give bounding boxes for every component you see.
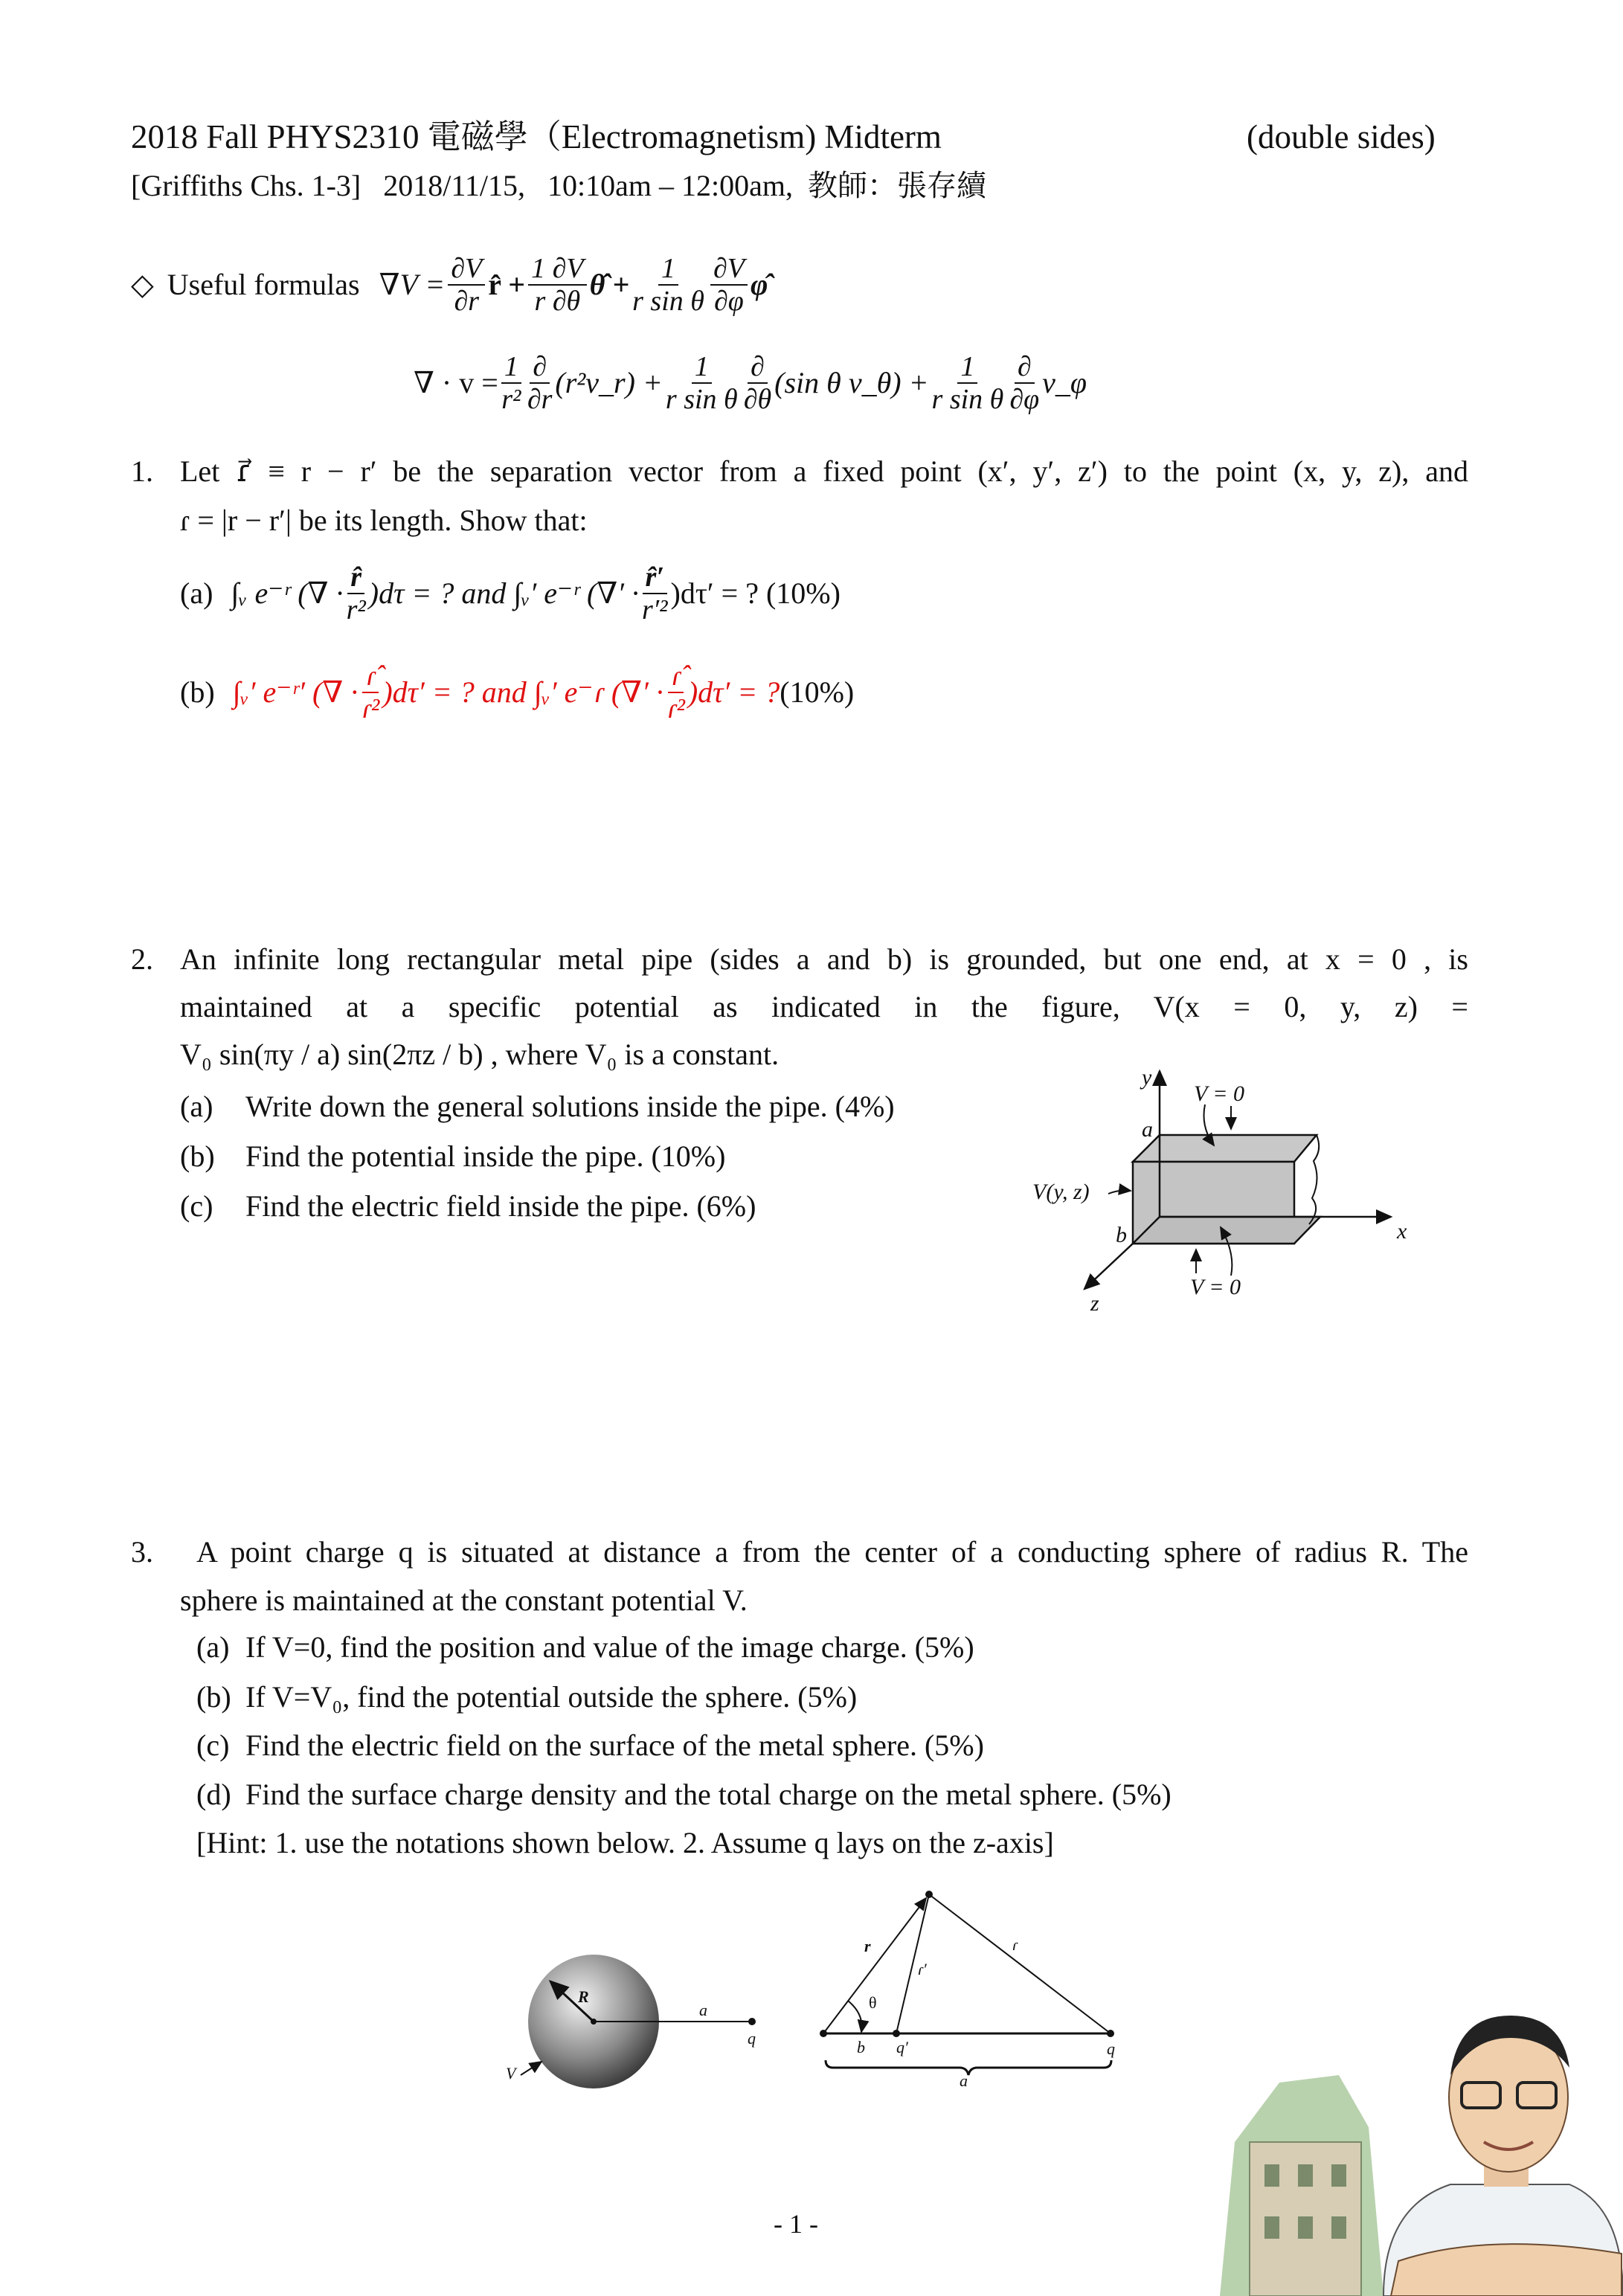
q2-part-a: (a) Write down the general solutions inside the pipe. (4%) [180, 1090, 895, 1123]
q2-line2: maintained at a specific potential as indicated in the figure, V(x = 0, y, z) = [180, 990, 1468, 1023]
div-term3: v_φ [1042, 366, 1087, 399]
grad-lhs: ∇V = [379, 268, 446, 301]
exam-title: 2018 Fall PHYS2310 電磁學（Electromagnetism) Midterm [131, 118, 942, 155]
fraction: r̂ r² [346, 562, 366, 626]
sphere-label-R: R [578, 1987, 589, 2006]
q1-line1: Let ɾ⃗ ≡ r − r′ be the separation vector from a fixed point (x′, y′, z′) to the point (x, y, z), and [180, 454, 1468, 488]
sphere-figure [521, 1955, 756, 2088]
q3-line1: A point charge q is situated at distance a from the center of a conducting sphere of radius R. The [196, 1535, 1468, 1569]
tri-label-q-prime: q′ [896, 2038, 908, 2057]
q2-part-b: (b) Find the potential inside the pipe. (10%) [180, 1139, 726, 1173]
teacher-cartoon-illustration [1220, 2016, 1623, 2296]
expr: )dτ′ = ? (10%) [670, 576, 841, 610]
percent: (10%) [780, 675, 855, 709]
div-term2: (sin θ v_θ) + [774, 366, 929, 399]
double-sides-note: (double sides) [1247, 118, 1436, 155]
fig-label-y: y [1142, 1065, 1152, 1090]
fraction: ∂V ∂φ [710, 253, 748, 317]
fraction: ∂ ∂r [527, 351, 553, 415]
fraction: $\frac{1}{\text{r sin θ}}$ [665, 351, 738, 415]
page-number: - 1 - [774, 2209, 818, 2239]
unit-phi: φ̂ [750, 268, 768, 301]
fraction: ∂ ∂φ [1009, 351, 1040, 415]
q1-line2: ɾ = |r − r′| be its length. Show that: [180, 504, 588, 537]
fraction: $\frac{1 \partial V}{r \partial\theta}$ [528, 253, 587, 317]
fraction: ∂ ∂θ [743, 351, 772, 415]
fig-label-b: b [1116, 1223, 1127, 1247]
q3-part-c: (c) Find the electric field on the surface of the metal sphere. (5%) [196, 1729, 984, 1762]
q2-line3: V₀ sin(πy / a) sin(2πz / b) , where V₀ is a constant. [180, 1038, 780, 1071]
fig-label-a: a [1142, 1117, 1153, 1142]
fig-label-v0-bottom: V = 0 [1190, 1275, 1241, 1299]
exam-subtitle: [Griffiths Chs. 1-3] 2018/11/15, 10:10am – 12:00am, 教師：張存續 [131, 169, 986, 202]
q3-part-b: (b) If V=V₀, find the potential outside the sphere. (5%) [196, 1680, 858, 1714]
q2-part-c: (c) Find the electric field inside the pipe. (6%) [180, 1189, 756, 1223]
q2-number: 2. [131, 942, 153, 976]
unit-theta: θ̂ + [589, 268, 630, 301]
expr: )dτ′ = ? and ∫ᵥ′ e⁻ɾ (∇′ · [382, 675, 663, 709]
formulas-label: Useful formulas [167, 268, 360, 301]
sphere-label-a: a [699, 2001, 707, 2019]
q3-number: 3. [131, 1535, 153, 1569]
part-label: (b) [180, 675, 215, 709]
tri-label-r: r [864, 1937, 871, 1955]
q2-line1: An infinite long rectangular metal pipe (sides a and b) is grounded, but one end, at x = 0 , is [180, 942, 1468, 976]
tri-label-b: b [857, 2038, 865, 2057]
fraction: r̂′ r′² [642, 562, 668, 626]
q3-part-a: (a) If V=0, find the position and value of the image charge. (5%) [196, 1630, 974, 1664]
fig-label-z: z [1090, 1291, 1099, 1316]
div-term1: (r²v_r) + [555, 366, 663, 399]
q3-part-d: (d) Find the surface charge density and the total charge on the metal sphere. (5%) [196, 1778, 1172, 1811]
fraction: $\frac{1}{\text{r sin θ}}$ [632, 253, 704, 317]
expr: )dτ′ = ? [687, 675, 780, 709]
q3-hint: [Hint: 1. use the notations shown below. 2. Assume q lays on the z-axis] [196, 1826, 1054, 1859]
sphere-label-V: V [506, 2064, 516, 2083]
fig-label-v0-top: V = 0 [1194, 1081, 1245, 1106]
q3-line2: sphere is maintained at the constant potential V. [180, 1583, 748, 1617]
unit-r: r̂ + [488, 268, 526, 301]
tri-label-a: a [960, 2071, 968, 2090]
tri-label-theta: θ [869, 1993, 877, 2012]
tri-label-sr-prime: ɾ′ [917, 1960, 927, 1978]
fraction: $\frac{1}{\text{r sin θ}}$ [931, 351, 1004, 415]
expr: ∫ᵥ e⁻ʳ (∇ · [231, 576, 344, 610]
fraction: ɾ̂ ɾ² [361, 660, 380, 724]
fig-label-x: x [1397, 1219, 1407, 1244]
part-label: (a) [180, 576, 213, 610]
fraction: $\frac{1}{\text{r²}}$ [501, 351, 521, 415]
tri-label-sr: ɾ [1012, 1935, 1018, 1954]
diamond-bullet-icon: ◇ [131, 268, 154, 301]
q1-number: 1. [131, 454, 153, 488]
expr: )dτ = ? and ∫ᵥ′ e⁻ʳ (∇′ · [368, 576, 640, 610]
tri-label-q: q [1107, 2039, 1115, 2058]
sphere-label-q: q [748, 2029, 756, 2048]
fraction: ɾ̂ ɾ² [666, 660, 685, 724]
expr: ∫ᵥ′ e⁻ʳ′ (∇ · [232, 675, 359, 709]
fig-label-vyz: V(y, z) [1032, 1180, 1090, 1204]
div-lhs: ∇ · v = [414, 366, 498, 399]
fraction: $\frac{\partial V}{\partial r}$ [448, 253, 485, 317]
